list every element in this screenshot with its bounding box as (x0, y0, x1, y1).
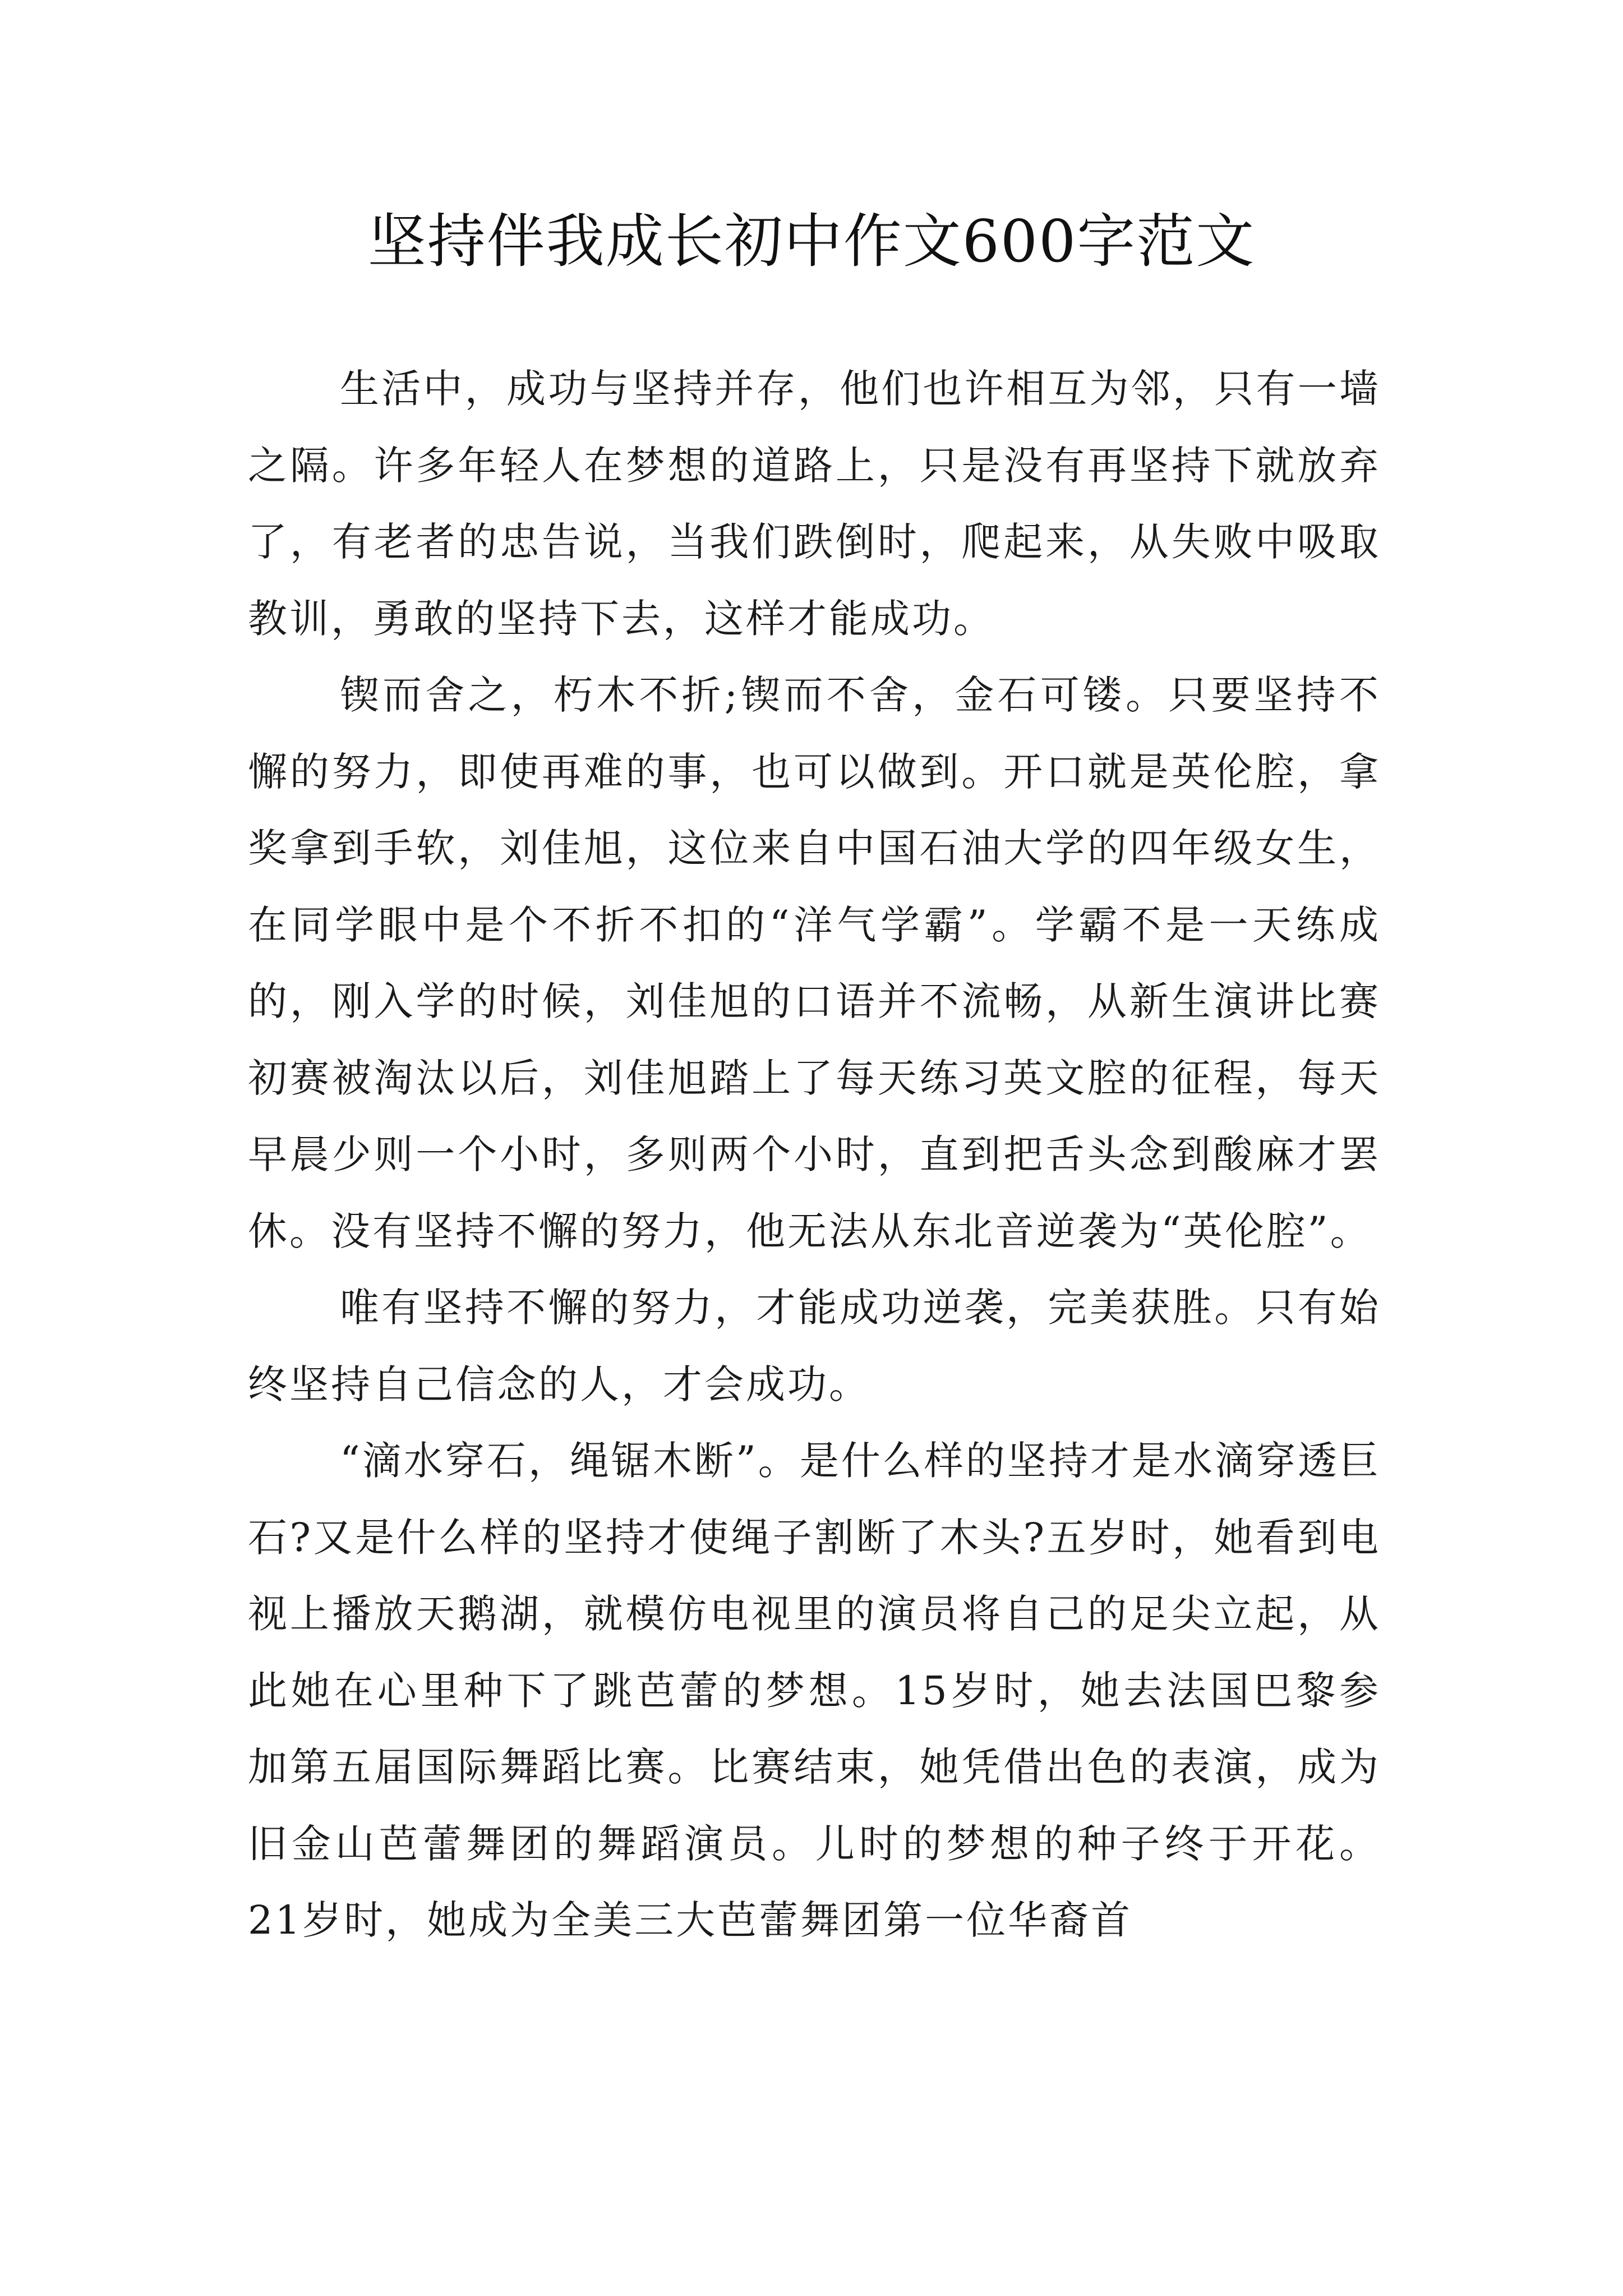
paragraph: 唯有坚持不懈的努力，才能成功逆袭，完美获胜。只有始终坚持自己信念的人，才会成功。 (248, 1285, 1381, 1407)
paragraph: 生活中，成功与坚持并存，他们也许相互为邻，只有一墙之隔。许多年轻人在梦想的道路上，只是没有再坚持下就放弃了，有老者的忠告说，当我们跌倒时，爬起来，从失败中吸取教训，勇敢的坚持下去，这样才能成功。 (248, 366, 1381, 642)
paragraph: 锲而舍之，朽木不折;锲而不舍，金石可镂。只要坚持不懈的努力，即使再难的事，也可以做到。开口就是英伦腔，拿奖拿到手软，刘佳旭，这位来自中国石油大学的四年级女生，在同学眼中是个不折不扣的“洋气学霸”。学霸不是一天练成的，刚入学的时候，刘佳旭的口语并不流畅，从新生演讲比赛初赛被淘汰以后，刘佳旭踏上了每天练习英文腔的征程，每天早晨少则一个小时，多则两个小时，直到把舌头念到酸麻才罢休。没有坚持不懈的努力，他无法从东北音逆袭为“英伦腔”。 (248, 672, 1381, 1254)
document-body (248, 351, 1381, 1959)
document-title: 坚持伴我成长初中作文600字范文 (367, 207, 1256, 275)
paragraph: “滴水穿石，绳锯木断”。是什么样的坚持才是水滴穿透巨石?又是什么样的坚持才使绳子割断了木头?五岁时，她看到电视上播放天鹅湖，就模仿电视里的演员将自己的足尖立起，从此她在心里种下了跳芭蕾的梦想。15岁时，她去法国巴黎参加第五届国际舞蹈比赛。比赛结束，她凭借出色的表演，成为旧金山芭蕾舞团的舞蹈演员。儿时的梦想的种子终于开花。21岁时，她成为全美三大芭蕾舞团第一位华裔首 (248, 1438, 1381, 1943)
